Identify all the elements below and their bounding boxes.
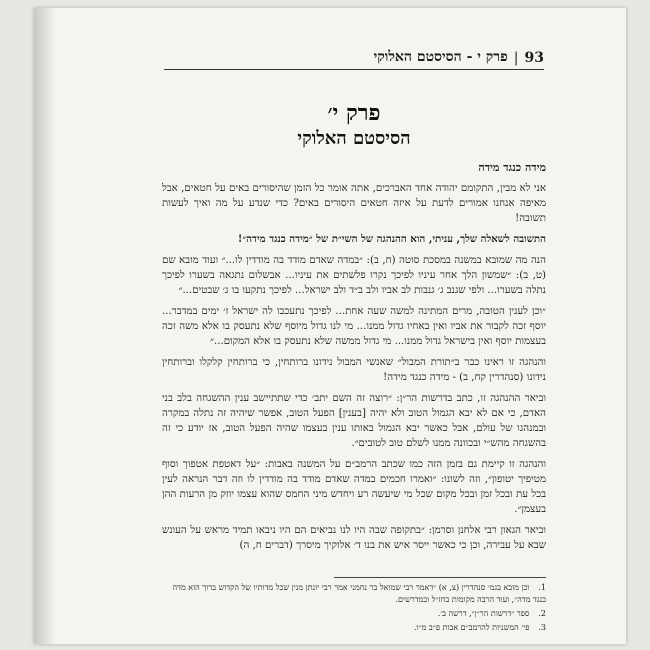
footnote-text: וכן מובא בגמ׳ סנהדרין (צ, א) ״דאמר רבי שמואל בר נחמני אמר רבי יונתן מנין שכל מדותיו של הקדוש ברוך הוא מדה כנגד מדה״, ועוד הרבה מקומות בחז״ל ובמדרשים. (172, 583, 546, 604)
page-number: 93 (524, 50, 544, 66)
page-gutter-shadow (34, 8, 56, 644)
header-separator: | (513, 50, 519, 66)
header-rule (164, 69, 544, 70)
section-heading: מידה כנגד מידה (478, 161, 546, 174)
footnote (162, 582, 546, 606)
chapter-title: פרק י׳ (327, 100, 381, 126)
paragraph: והנהגה זו ראינו כבר ב״תורת המבול״ שאנשי המבול נידונו ברותחין, כי ברותחין קלקלו וברותחין נידונו (סנהדרין קח, ב) - מידה כנגד מידה! (162, 357, 546, 383)
footnote-text: ספר ״דרשות הר״ן״, דרשה ב׳. (437, 609, 530, 618)
paragraph: וביאר ההנהגה זו, כתב בדרשות הר״ן: ״רוצה זה השם יתב׳ כדי שתתיישב ענין ההשגחה בלב בני האדם, כי אם לא יבא הגמול הטוב ולא יהיה [בענין] הפעל הטוב, אפשר שיהיה זה נתלה במקרה ובמנהגו של עולם, אבל כאשר יבא הגמול באותו ענין בעצמו שהיה הפעל הטוב, אז יודע כי זה בהשגחה מהש״י ובכוונה ממנו לשלם טוב לטובים״. (162, 393, 546, 449)
footnote-number: 2. (538, 609, 546, 618)
footnote (162, 622, 546, 634)
book-page (34, 8, 626, 644)
running-title: פרק י - הסיסטם האלוקי (373, 49, 508, 65)
footnote-rule (334, 577, 546, 578)
footnotes (162, 582, 546, 636)
chapter-subtitle: הסיסטם האלוקי (297, 128, 411, 149)
paragraph: וביאר הגאון רבי אלחנן וסרמן: ״בתקופה שבה היו לנו נביאים הם היו ניבאו תמיד מראש על העונש שבא על עבירה, וכן כי כאשר ייסר איש את בנו ד׳ אלוקיך מיסרך (דברים ח, ה) (162, 525, 546, 551)
footnote-number: 3. (538, 623, 546, 632)
footnote-text: פי׳ המשניות להרמב״ם אבות פ״ב מ״ו. (414, 623, 530, 632)
paragraph: אני לא מבין, התקומם יהודה אחד האברכים, אתה אומר כל הזמן שהיסורים באים על חטאים, אבל מאיפה אנחנו אמורים לדעת על איזה חטאים היסורים באים? כדי שנדע על מה ואיך לעשות תשובה! (162, 183, 546, 224)
paragraph: הנה מה שמובא במשנה במסכת סוטה (ח, ב): ״במדה שאדם מודד בה מודדין לו...״ ועוד מובא שם (ט, ב): ״שמשון הלך אחר עיניו לפיכך נקרו פלשתים את עיניו... אבשלום נתגאה בשערו לפיכך נתלה בשערו... ולפי שגנב ג׳ גנבות לב אביו ולב ב״ד ולב ישראל... לפיכך נתקעו בו ג׳ שבטים...״ (162, 255, 546, 296)
paragraph: התשובה לשאלה שלך, עניתי, הוא ההנהגה של השי״ת של ״מידה כנגד מידה״! (237, 233, 546, 245)
paragraph: והנהגה זו קיימת גם בזמן הזה כמו שכתב הרמב״ם על המשנה באבות: ״על דאטפת אטפוך וסוף מטיפיך יטופון״, וזה לשונו: ״ואמרו חכמים במדה שאדם מודד בה מודדין לו וזה דבר הנראה לעין בכל עת ובכל זמן ובכל מקום שכל מי שיעשה רע ויחדש מיני החמס שהוא עצמו יוזק מן הרעות ההן בעצמן״. (162, 459, 546, 515)
body-text (162, 160, 546, 559)
footnote (162, 608, 546, 620)
paragraph: ״וכן לענין הטובה, מרים המתינה למשה שעה אחת... לפיכך נתעכבו לה ישראל ז׳ ימים במדבר... יוסף זכה לקבור את אביו ואין באחיו גדול ממנו... מי לנו גדול מיוסף שלא נתעסק בו אלא משה זכה בעצמות יוסף ואין בישראל גדול ממנו... מי גדול ממשה שלא נתעסק בו אלא המקום...״ (162, 306, 546, 347)
footnote-number: 1. (538, 583, 546, 592)
running-header (164, 46, 544, 66)
